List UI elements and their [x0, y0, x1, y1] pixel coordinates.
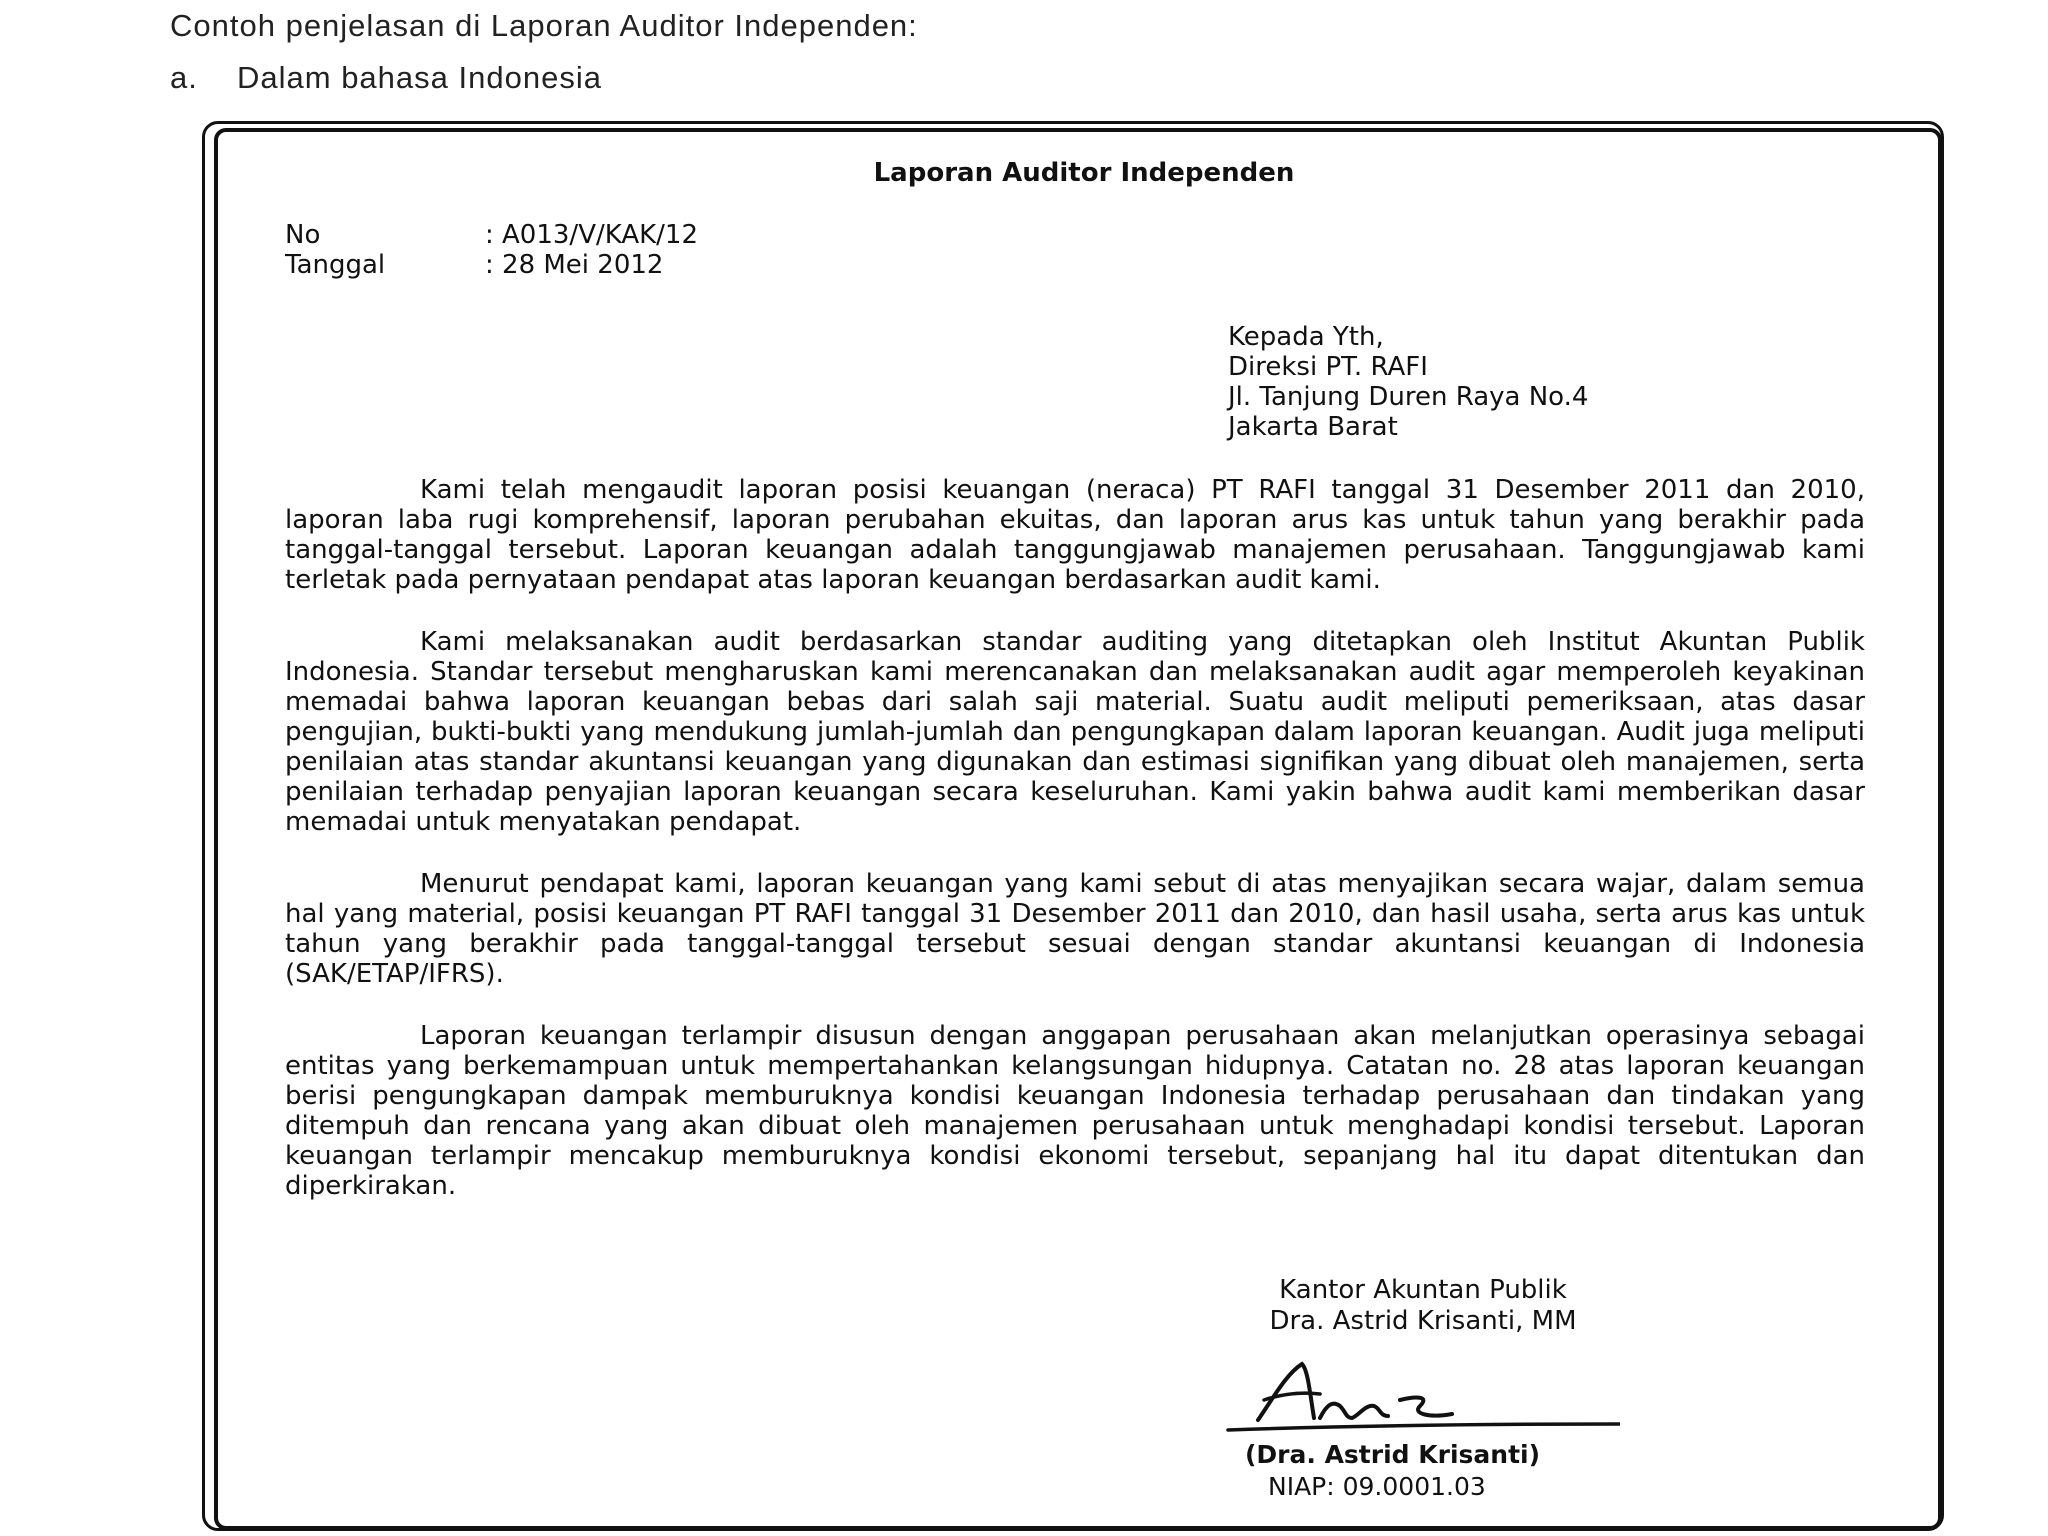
meta-label: No: [285, 220, 321, 250]
report-meta: [285, 220, 1865, 280]
handwritten-signature: [1220, 1360, 1620, 1436]
meta-row-date: [285, 250, 1865, 280]
recipient-line: Direksi PT. RAFI: [1228, 352, 1428, 382]
partner-name: Dra. Astrid Krisanti, MM: [1269, 1306, 1577, 1336]
intro-text: [170, 0, 918, 104]
report-title: Laporan Auditor Independen: [873, 158, 1295, 188]
recipient-line: Kepada Yth,: [1228, 322, 1384, 352]
list-marker: a.: [170, 60, 198, 95]
signatory-name: (Dra. Astrid Krisanti): [1245, 1440, 1541, 1469]
meta-value: : 28 Mei 2012: [485, 250, 664, 280]
body-paragraph: Kami melaksanakan audit berdasarkan standar auditing yang ditetapkan oleh Institut Akuntan Publik Indonesia. Standar tersebut mengharuskan kami merencanakan dan melaksanakan audit agar memperoleh keyakinan memadai bahwa laporan keuangan bebas dari salah saji material. Suatu audit meliputi pemeriksaan, atas dasar pengujian, bukti-bukti yang mendukung jumlah-jumlah dan pengungkapan dalam laporan keuangan. Audit juga meliputi penilaian atas standar akuntansi keuangan yang digunakan dan estimasi signifikan yang dibuat oleh manajemen, serta penilaian terhadap penyajian laporan keuangan secara keseluruhan. Kami yakin bahwa audit kami memberikan dasar memadai untuk menyatakan pendapat.: [285, 627, 1865, 837]
intro-list-item: [170, 52, 918, 104]
recipient-line: Jakarta Barat: [1228, 412, 1398, 442]
meta-value: : A013/V/KAK/12: [485, 220, 699, 250]
body-paragraph: Laporan keuangan terlampir disusun dengan anggapan perusahaan akan melanjutkan operasinya sebagai entitas yang berkemampuan untuk mempertahankan kelangsungan hidupnya. Catatan no. 28 atas laporan keuangan berisi pengungkapan dampak memburuknya kondisi keuangan Indonesia terhadap perusahaan dan tindakan yang ditempuh dan rencana yang akan dibuat oleh manajemen perusahaan untuk menghadapi kondisi tersebut. Laporan keuangan terlampir mencakup memburuknya kondisi ekonomi tersebut, sepanjang hal itu dapat ditentukan dan diperkirakan.: [285, 1021, 1865, 1201]
recipient-address: [1228, 322, 1865, 442]
meta-row-number: [285, 220, 1865, 250]
recipient-line: Jl. Tanjung Duren Raya No.4: [1228, 382, 1589, 412]
firm-name: Kantor Akuntan Publik: [1279, 1275, 1567, 1305]
closing-block: [1243, 1275, 1603, 1337]
intro-heading: Contoh penjelasan di Laporan Auditor Independen:: [170, 8, 918, 43]
body-paragraph: Kami telah mengaudit laporan posisi keuangan (neraca) PT RAFI tanggal 31 Desember 2011 dan 2010, laporan laba rugi komprehensif, laporan perubahan ekuitas, dan laporan arus kas untuk tahun yang berakhir pada tanggal-tanggal tersebut. Laporan keuangan adalah tanggungjawab manajemen perusahaan. Tanggungjawab kami terletak pada pernyataan pendapat atas laporan keuangan berdasarkan audit kami.: [285, 475, 1865, 595]
meta-label: Tanggal: [285, 250, 386, 280]
body-paragraph: Menurut pendapat kami, laporan keuangan yang kami sebut di atas menyajikan secara wajar, dalam semua hal yang material, posisi keuangan PT RAFI tanggal 31 Desember 2011 dan 2010, dan hasil usaha, serta arus kas untuk tahun yang berakhir pada tanggal-tanggal tersebut sesuai dengan standar akuntansi keuangan di Indonesia (SAK/ETAP/IFRS).: [285, 869, 1865, 989]
list-item-text: Dalam bahasa Indonesia: [237, 60, 602, 95]
audit-report: [285, 150, 1865, 1337]
niap-number: NIAP: 09.0001.03: [1268, 1472, 1486, 1501]
